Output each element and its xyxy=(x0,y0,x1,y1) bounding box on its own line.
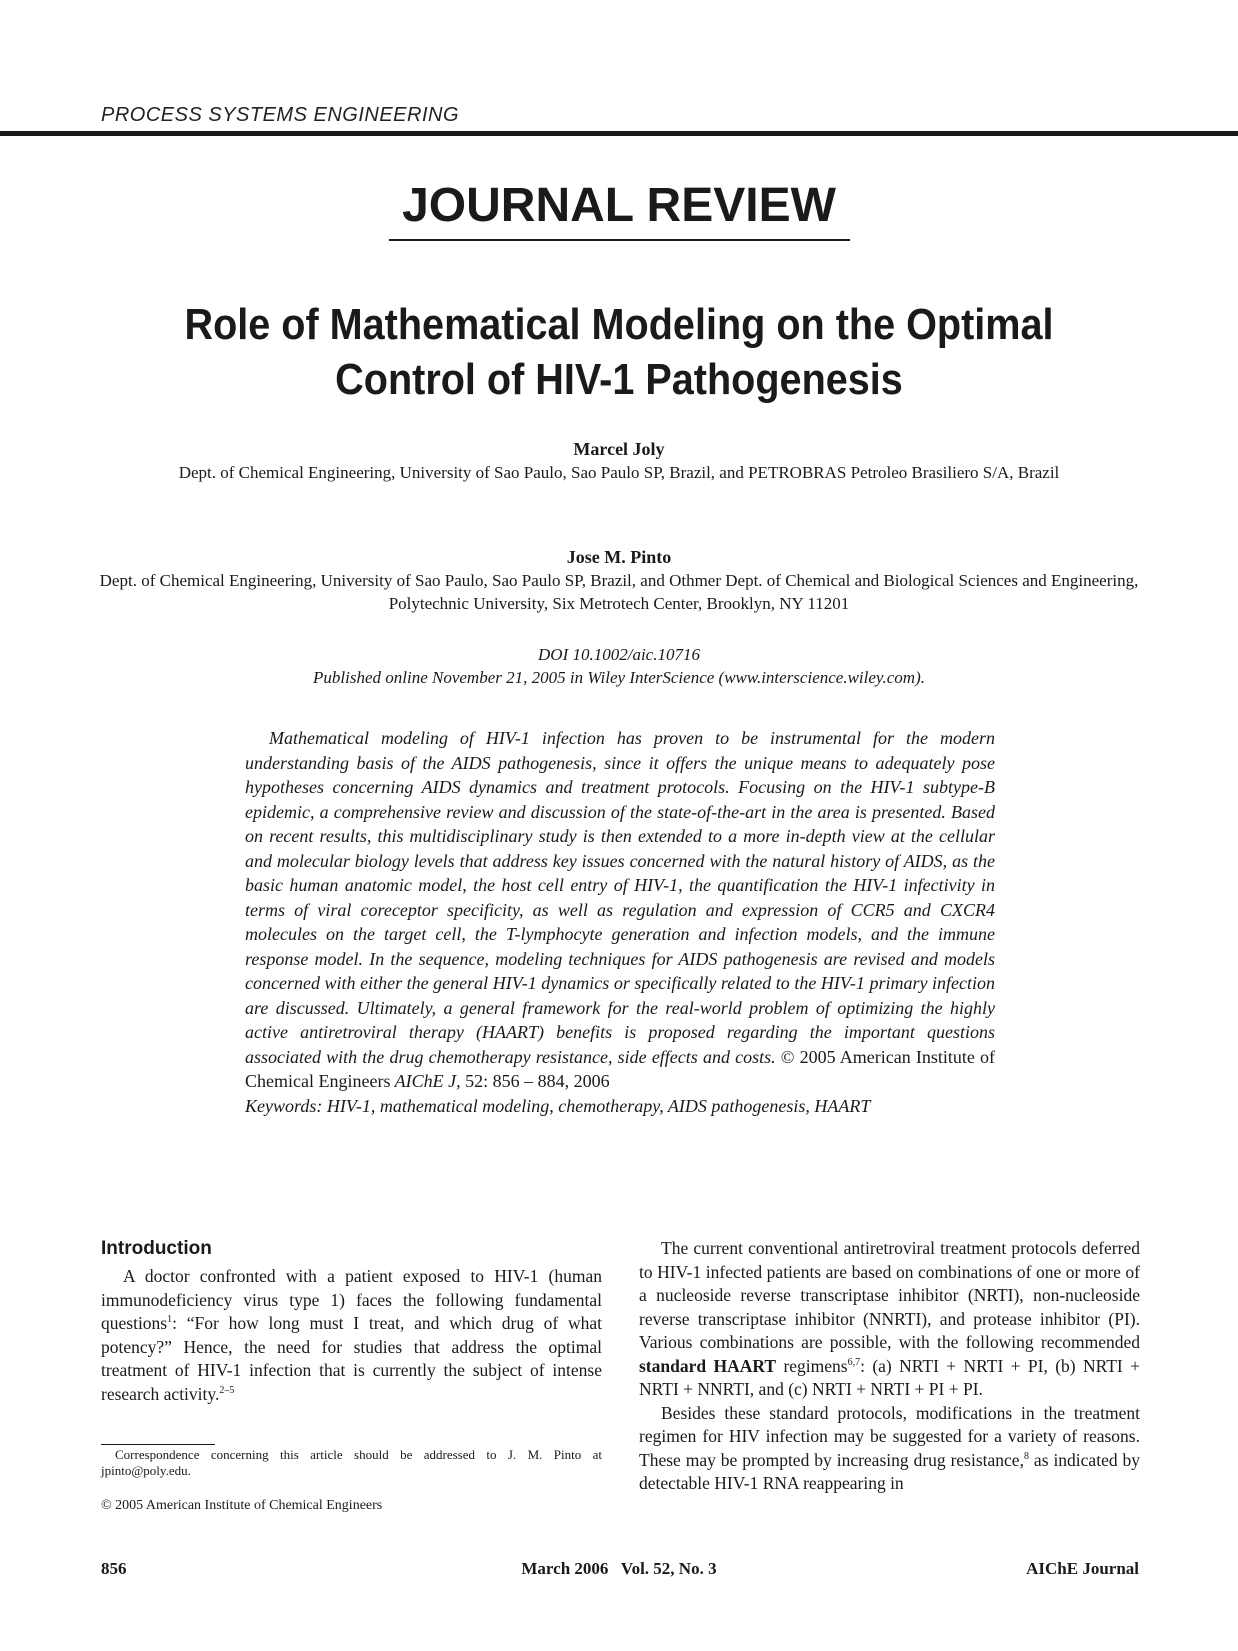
paragraph xyxy=(639,1402,1140,1496)
paragraph xyxy=(639,1237,1140,1402)
abstract xyxy=(245,726,995,1118)
paragraph-text: The current conventional antiretroviral treatment protocols deferred to HIV-1 infected patients are based on combinations of one or more of a nucleoside reverse transcriptase inhibitor (NRTI), non-nucleoside reverse transcriptase inhibitor (NNRTI), and protease inhibitor (PI). Various combinations are possible, with the following recommended xyxy=(639,1238,1140,1352)
citation-ref: 1 xyxy=(167,1314,173,1326)
abstract-copyright: © 2005 American Institute of Chemical Engineers xyxy=(245,1046,996,1091)
abstract-text: Mathematical modeling of HIV-1 infection has proven to be instrumental for the modern understanding basis of the AIDS pathogenesis, since it offers the unique means to adequately pose hypotheses concerning AIDS dynamics and treatment protocols. Focusing on the HIV-1 subtype-B epidemic, a comprehensive review and discussion of the state-of-the-art in the area is presented. Based on recent results, this multidisciplinary study is then extended to a more in-depth view at the cellular and molecular biology levels that address key issues concerned with the natural history of AIDS, as the basic human anatomic model, the host cell entry of HIV-1, the quantification the HIV-1 infectivity in terms of viral coreceptor specificity, as well as regulation and expression of CCR5 and CXCR4 molecules on the target cell, the T-lymphocyte generation and infection models, and the immune response model. In the sequence, modeling techniques for AIDS pathogenesis are revised and models concerned with either the general HIV-1 dynamics or specifically related to the HIV-1 primary infection are discussed. Ultimately, a general framework for the real-world problem of optimizing the highly active antiretroviral therapy (HAART) benefits is proposed regarding the important questions associated with the drug chemotherapy resistance, side effects and costs. xyxy=(245,728,995,1067)
footer-issue: March 2006 Vol. 52, No. 3 xyxy=(521,1559,717,1578)
citation-ref: 8 xyxy=(1023,1450,1029,1462)
publication-info xyxy=(0,643,1238,689)
author-name: Jose M. Pinto xyxy=(566,547,672,567)
correspondence-footnote: Correspondence concerning this article should be addressed to J. M. Pinto at jpinto@poly.edu. xyxy=(101,1447,602,1478)
copyright-line: © 2005 American Institute of Chemical Engineers xyxy=(101,1498,383,1513)
paragraph xyxy=(101,1265,602,1406)
right-column xyxy=(639,1237,1140,1496)
abstract-citation: 52: 856 – 884, 2006 xyxy=(465,1071,610,1091)
paragraph-text: A doctor confronted with a patient exposed to HIV-1 (human immunodeficiency virus type 1) faces the following fundamental questions xyxy=(101,1266,602,1333)
left-column xyxy=(101,1237,602,1406)
paragraph-text: Besides these standard protocols, modifications in the treatment regimen for HIV infection may be suggested for a variety of reasons. These may be prompted by increasing drug resistance, xyxy=(639,1402,1140,1470)
paragraph-text: : “For how long must I treat, and which drug of what potency?” Hence, the need for studies that address the optimal treatment of HIV-1 infection that is currently the subject of intense research activity. xyxy=(101,1313,602,1404)
author-affiliation: Dept. of Chemical Engineering, University of Sao Paulo, Sao Paulo SP, Brazil, and Othmer Dept. of Chemical and Biological Sciences and Engineering, Polytechnic University, Six Metrotech Center, Brooklyn, NY 11201 xyxy=(99,571,1139,613)
citation-ref: 6,7 xyxy=(847,1356,861,1368)
section-label: PROCESS SYSTEMS ENGINEERING xyxy=(101,104,460,126)
paragraph-text: : (a) NRTI + NRTI + PI, (b) NRTI + NRTI + NNRTI, and (c) NRTI + NRTI + PI + PI. xyxy=(639,1355,1140,1399)
bold-term: standard HAART xyxy=(639,1355,777,1376)
author-affiliation: Dept. of Chemical Engineering, University of Sao Paulo, Sao Paulo SP, Brazil, and PETROBRAS Petroleo Brasiliero S/A, Brazil xyxy=(178,463,1060,482)
footnote-rule xyxy=(101,1444,215,1445)
citation-ref: 2–5 xyxy=(219,1384,235,1396)
article-type-underline xyxy=(389,239,850,241)
footer-journal: AIChE Journal xyxy=(1026,1559,1139,1578)
author-name: Marcel Joly xyxy=(573,439,665,459)
keywords: Keywords: HIV-1, mathematical modeling, chemotherapy, AIDS pathogenesis, HAART xyxy=(245,1095,871,1116)
abstract-journal-abbrev: AIChE J, xyxy=(394,1071,461,1091)
doi: DOI 10.1002/aic.10716 xyxy=(538,645,700,664)
paragraph-text: as indicated by detectable HIV-1 RNA reappearing in xyxy=(639,1449,1141,1493)
published-online: Published online November 21, 2005 in Wiley InterScience (www.interscience.wiley.com). xyxy=(313,668,925,687)
article-title: Role of Mathematical Modeling on the Optimal Control of HIV-1 Pathogenesis xyxy=(184,300,1054,404)
top-rule xyxy=(0,131,1238,136)
section-heading: Introduction xyxy=(101,1238,212,1259)
article-type-heading: JOURNAL REVIEW xyxy=(402,179,836,232)
footer-page-number: 856 xyxy=(101,1559,127,1578)
paragraph-text: regimens xyxy=(783,1355,848,1376)
